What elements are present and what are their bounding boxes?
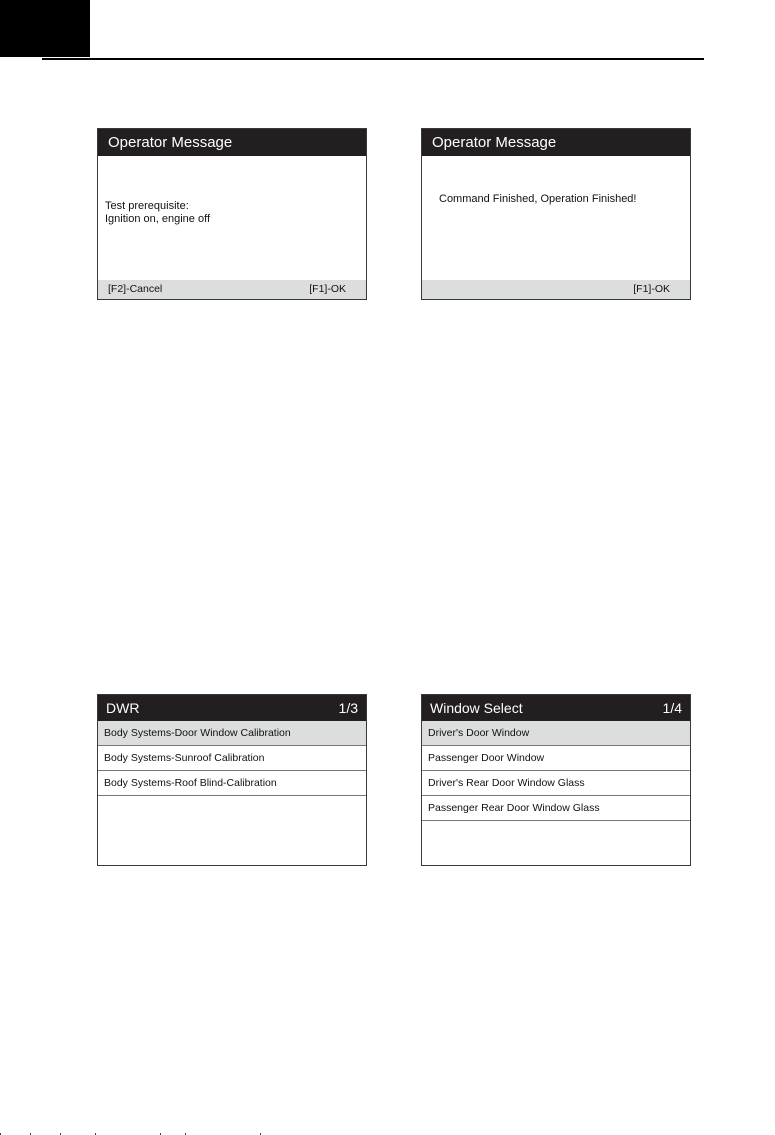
window-select-title: Window Select <box>430 700 523 716</box>
menu-item-roof-blind-calibration[interactable] <box>98 771 366 796</box>
menu-item-sunroof-calibration[interactable] <box>98 746 366 771</box>
menu-item-door-window-calibration[interactable] <box>98 721 366 746</box>
cancel-button[interactable]: [F2]-Cancel <box>108 283 163 295</box>
menu-item-label: Body Systems-Door Window Calibration <box>104 727 291 739</box>
finished-title: Operator Message <box>432 134 557 151</box>
menu-item-passenger-door-window[interactable] <box>422 746 690 771</box>
dwr-page-indicator: 1/3 <box>338 700 358 716</box>
finished-message-body <box>422 193 690 206</box>
window-select-page-indicator: 1/4 <box>662 700 682 716</box>
finished-title-bar <box>422 129 690 156</box>
prereq-line-2: Ignition on, engine off <box>105 213 210 225</box>
ok-button[interactable]: [F1]-OK <box>309 283 346 295</box>
prereq-message-body <box>98 200 366 226</box>
menu-item-drivers-rear-door-window-glass[interactable] <box>422 771 690 796</box>
menu-item-label: Driver's Door Window <box>428 727 530 739</box>
menu-item-label: Body Systems-Roof Blind-Calibration <box>104 777 277 789</box>
finished-message-screen <box>421 128 691 300</box>
bottom-edge-marks <box>0 1131 300 1135</box>
prereq-title: Operator Message <box>108 134 233 151</box>
prereq-footer <box>98 280 366 299</box>
prereq-title-bar <box>98 129 366 156</box>
finished-footer <box>422 280 690 299</box>
window-select-screen <box>421 694 691 866</box>
menu-item-label: Passenger Door Window <box>428 752 545 764</box>
prereq-message-screen <box>97 128 367 300</box>
menu-item-passenger-rear-door-window-glass[interactable] <box>422 796 690 821</box>
prereq-line-1: Test prerequisite: <box>105 200 189 212</box>
menu-item-drivers-door-window[interactable] <box>422 721 690 746</box>
ok-button[interactable]: [F1]-OK <box>633 283 670 295</box>
dwr-title: DWR <box>106 700 140 716</box>
page-corner-tab <box>0 0 90 57</box>
header-rule <box>42 58 704 60</box>
dwr-menu-screen <box>97 694 367 866</box>
menu-item-label: Driver's Rear Door Window Glass <box>428 777 585 789</box>
menu-item-label: Body Systems-Sunroof Calibration <box>104 752 265 764</box>
window-select-title-bar <box>422 695 690 721</box>
dwr-title-bar <box>98 695 366 721</box>
finished-message-text: Command Finished, Operation Finished! <box>439 193 637 205</box>
menu-item-label: Passenger Rear Door Window Glass <box>428 802 600 814</box>
